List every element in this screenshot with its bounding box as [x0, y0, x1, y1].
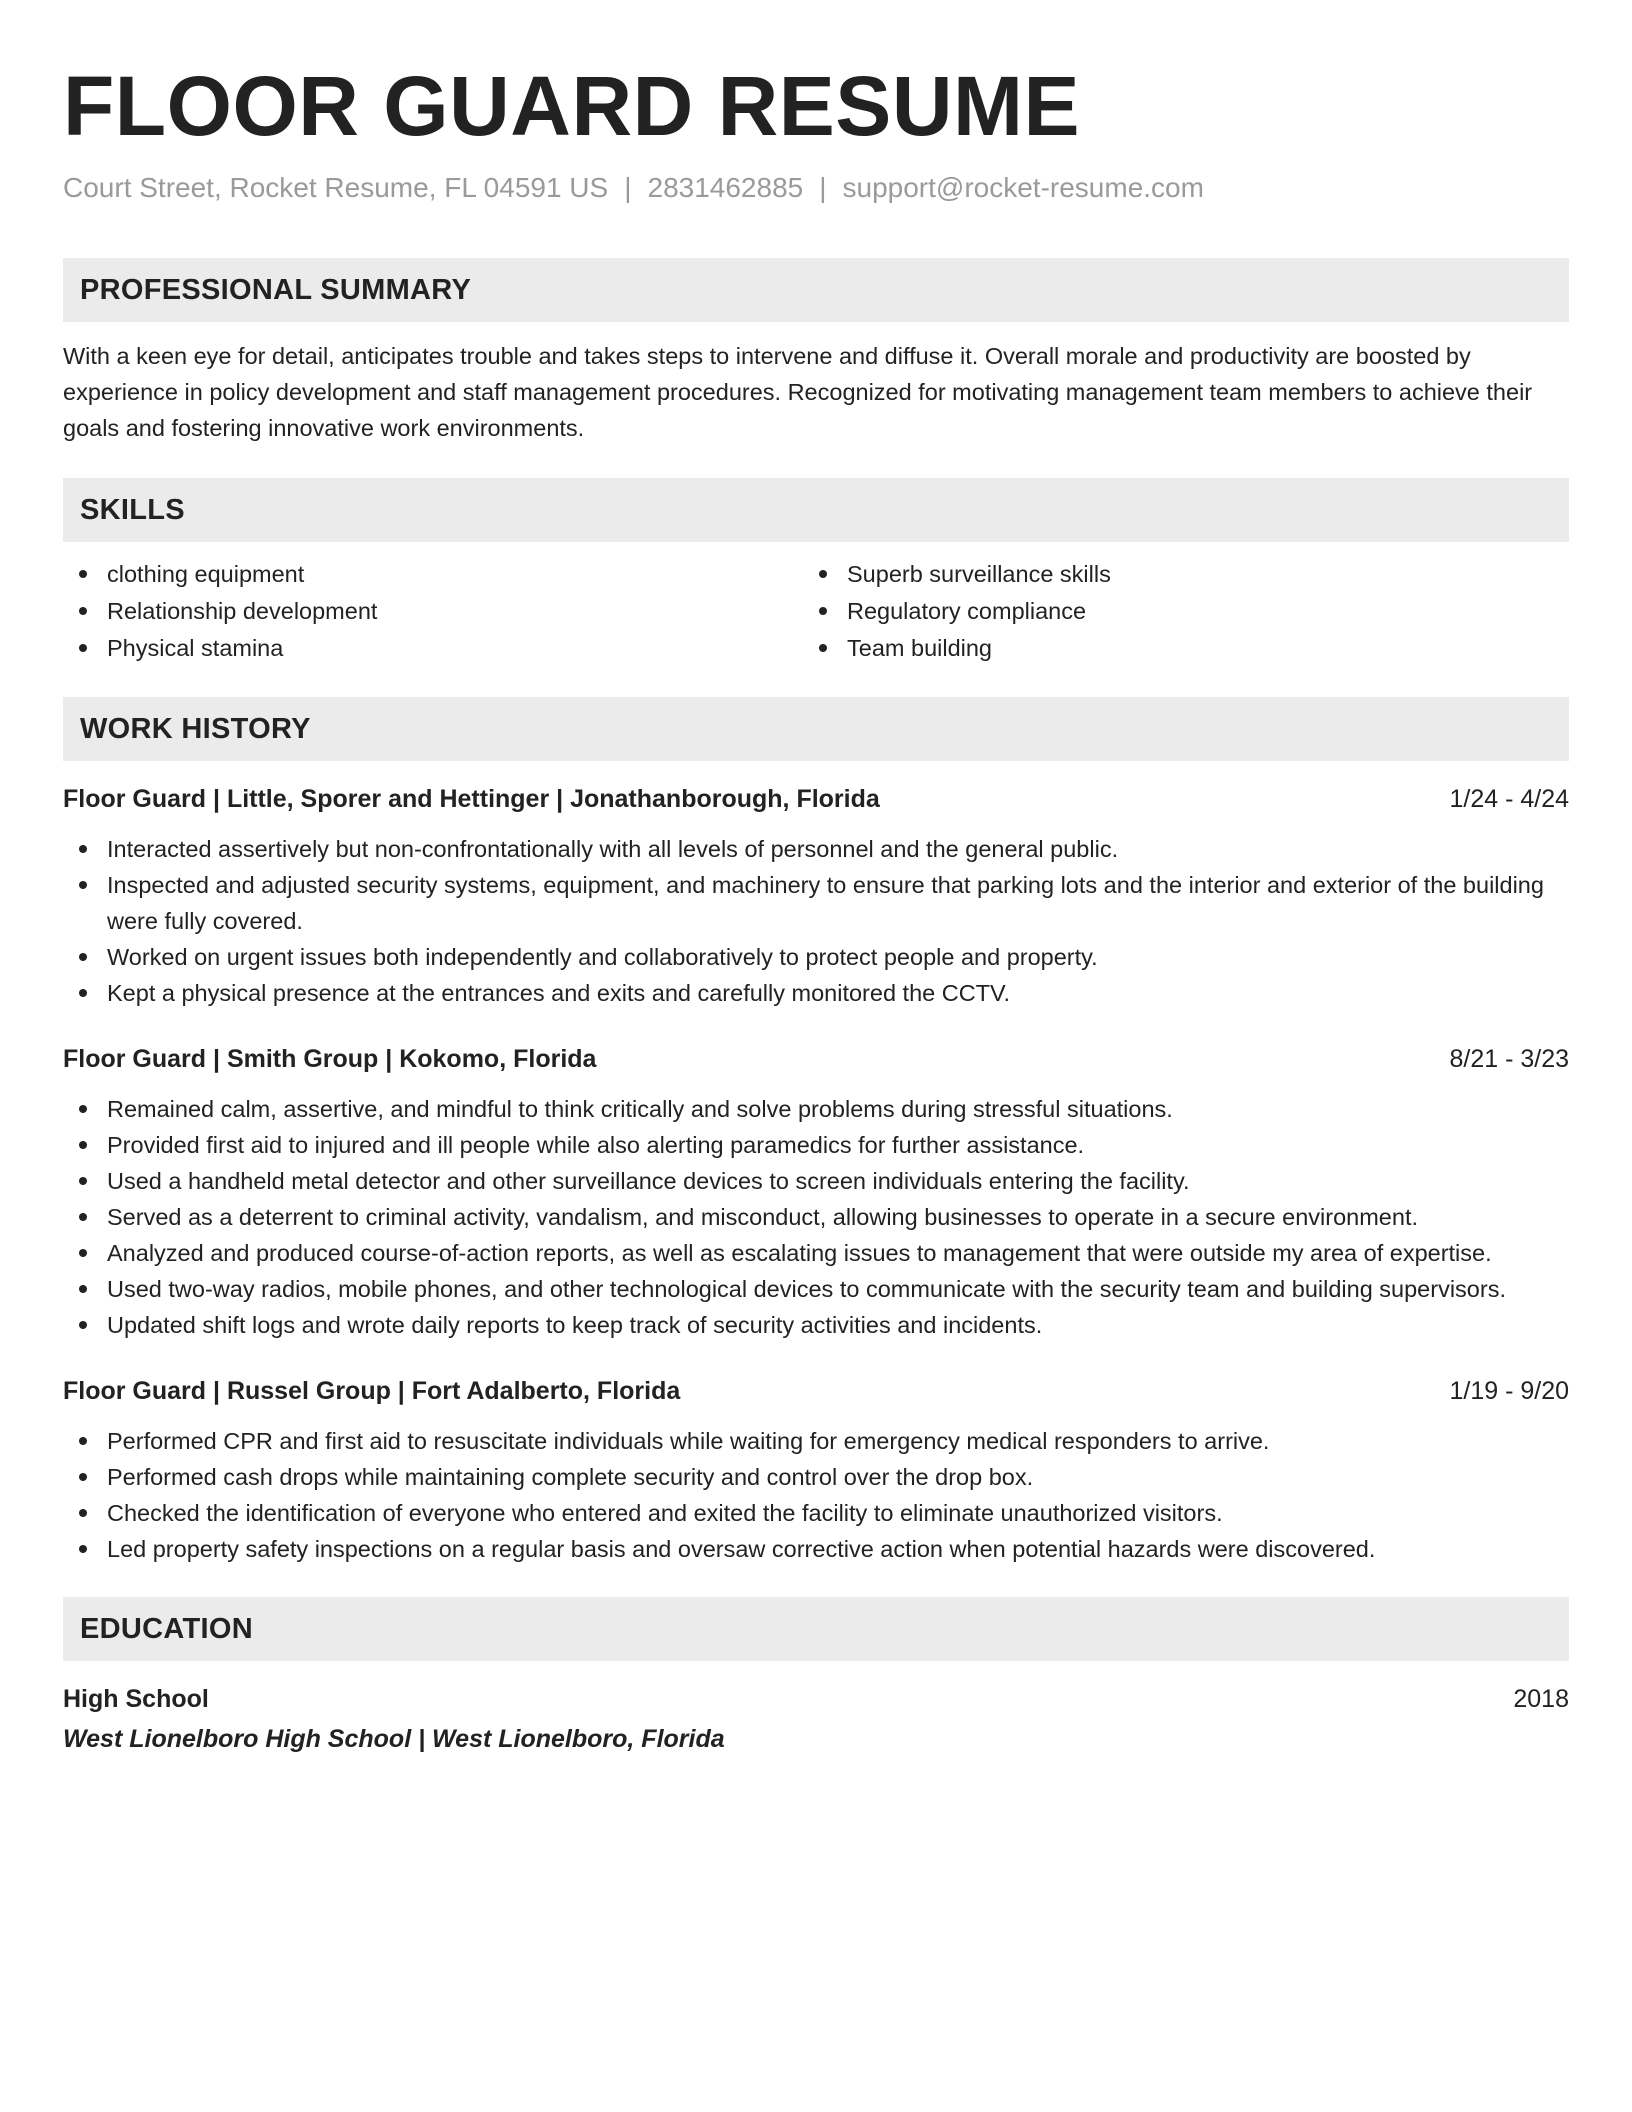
- section-heading-work-history: WORK HISTORY: [63, 697, 1569, 761]
- contact-email[interactable]: support@rocket-resume.com: [842, 172, 1204, 203]
- job-dates: 8/21 - 3/23: [1449, 1045, 1569, 1073]
- bullet-icon: [79, 1545, 87, 1553]
- job-header: [63, 1041, 1569, 1077]
- job-bullet: [63, 1459, 1569, 1495]
- bullet-text: Led property safety inspections on a regular basis and oversaw corrective action when potential hazards were discovered.: [107, 1536, 1376, 1562]
- skills-column-right: [803, 556, 1543, 667]
- skill-item: [803, 593, 1543, 630]
- bullet-icon: [79, 881, 87, 889]
- bullet-icon: [79, 607, 87, 615]
- bullet-icon: [79, 1437, 87, 1445]
- job-dates: 1/19 - 9/20: [1449, 1377, 1569, 1405]
- skill-label: Relationship development: [107, 598, 378, 624]
- skill-item: [63, 556, 803, 593]
- bullet-icon: [79, 1249, 87, 1257]
- skills-column-left: [63, 556, 803, 667]
- job-bullet: [63, 1495, 1569, 1531]
- job-title: Floor Guard | Smith Group | Kokomo, Florida: [63, 1045, 597, 1073]
- bullet-icon: [79, 1285, 87, 1293]
- job-bullet: [63, 1163, 1569, 1199]
- job-title: Floor Guard | Little, Sporer and Hettinger | Jonathanborough, Florida: [63, 785, 880, 813]
- bullet-icon: [79, 644, 87, 652]
- bullet-icon: [79, 845, 87, 853]
- job-bullet: [63, 975, 1569, 1011]
- bullet-icon: [79, 1473, 87, 1481]
- resume-title: FLOOR GUARD RESUME: [63, 59, 1080, 153]
- bullet-icon: [79, 1141, 87, 1149]
- bullet-icon: [819, 570, 827, 578]
- bullet-text: Kept a physical presence at the entrances and exits and carefully monitored the CCTV.: [107, 980, 1011, 1006]
- bullet-text: Served as a deterrent to criminal activity, vandalism, and misconduct, allowing businesses to operate in a secure environment.: [107, 1204, 1418, 1230]
- section-heading-summary: PROFESSIONAL SUMMARY: [63, 258, 1569, 322]
- bullet-text: Remained calm, assertive, and mindful to think critically and solve problems during stressful situations.: [107, 1096, 1173, 1122]
- job-bullet: [63, 1423, 1569, 1459]
- education-degree: High School: [63, 1685, 209, 1713]
- bullet-icon: [819, 607, 827, 615]
- skill-label: clothing equipment: [107, 561, 305, 587]
- bullet-icon: [79, 953, 87, 961]
- bullet-text: Analyzed and produced course-of-action reports, as well as escalating issues to management that were outside my area of expertise.: [107, 1240, 1492, 1266]
- job-bullet: [63, 939, 1569, 975]
- bullet-icon: [819, 644, 827, 652]
- bullet-text: Used two-way radios, mobile phones, and other technological devices to communicate with the security team and building supervisors.: [107, 1276, 1506, 1302]
- bullet-text: Worked on urgent issues both independently and collaboratively to protect people and property.: [107, 944, 1098, 970]
- job-entry: [63, 1373, 1569, 1567]
- job-bullets: [63, 1423, 1569, 1567]
- job-dates: 1/24 - 4/24: [1449, 785, 1569, 813]
- job-entry: [63, 781, 1569, 1011]
- contact-separator: |: [624, 172, 632, 203]
- bullet-text: Updated shift logs and wrote daily reports to keep track of security activities and incidents.: [107, 1312, 1043, 1338]
- bullet-text: Provided first aid to injured and ill people while also alerting paramedics for further assistance.: [107, 1132, 1085, 1158]
- job-bullet: [63, 1271, 1569, 1307]
- job-bullet: [63, 1127, 1569, 1163]
- job-bullet: [63, 1235, 1569, 1271]
- job-bullets: [63, 1091, 1569, 1343]
- job-bullet: [63, 867, 1569, 939]
- bullet-text: Performed CPR and first aid to resuscitate individuals while waiting for emergency medical responders to arrive.: [107, 1428, 1270, 1454]
- job-bullet: [63, 1199, 1569, 1235]
- job-entry: [63, 1041, 1569, 1343]
- job-bullet: [63, 1531, 1569, 1567]
- bullet-text: Used a handheld metal detector and other surveillance devices to screen individuals entering the facility.: [107, 1168, 1190, 1194]
- skill-item: [803, 630, 1543, 667]
- skill-label: Superb surveillance skills: [847, 561, 1111, 587]
- job-bullets: [63, 831, 1569, 1011]
- bullet-icon: [79, 1321, 87, 1329]
- skill-label: Team building: [847, 635, 993, 661]
- education-header: [63, 1681, 1569, 1717]
- skill-item: [63, 630, 803, 667]
- bullet-text: Interacted assertively but non-confrontationally with all levels of personnel and the general public.: [107, 836, 1119, 862]
- education-year: 2018: [1513, 1685, 1569, 1713]
- bullet-icon: [79, 989, 87, 997]
- job-header: [63, 1373, 1569, 1409]
- contact-phone: 2831462885: [647, 172, 804, 203]
- skill-item: [803, 556, 1543, 593]
- job-title: Floor Guard | Russel Group | Fort Adalberto, Florida: [63, 1377, 681, 1405]
- bullet-icon: [79, 1105, 87, 1113]
- contact-separator: |: [819, 172, 827, 203]
- bullet-text: Performed cash drops while maintaining complete security and control over the drop box.: [107, 1464, 1034, 1490]
- skills-list: [63, 556, 1569, 667]
- bullet-icon: [79, 1509, 87, 1517]
- summary-text: With a keen eye for detail, anticipates trouble and takes steps to intervene and diffuse it. Overall morale and productivity are boosted by experience in policy development and staff management procedures. Recognized for motivating management team members to achieve their goals and fostering innovative work environments.: [63, 343, 1533, 441]
- education-school: West Lionelboro High School | West Lionelboro, Florida: [63, 1725, 725, 1753]
- bullet-text: Inspected and adjusted security systems, equipment, and machinery to ensure that parking lots and the interior and exterior of the building were fully covered.: [107, 872, 1544, 934]
- bullet-icon: [79, 1177, 87, 1185]
- bullet-text: Checked the identification of everyone who entered and exited the facility to eliminate unauthorized visitors.: [107, 1500, 1223, 1526]
- section-heading-skills: SKILLS: [63, 478, 1569, 542]
- skill-label: Regulatory compliance: [847, 598, 1087, 624]
- skill-label: Physical stamina: [107, 635, 284, 661]
- job-bullet: [63, 1307, 1569, 1343]
- contact-address: Court Street, Rocket Resume, FL 04591 US: [63, 172, 609, 203]
- job-header: [63, 781, 1569, 817]
- contact-line: [63, 170, 1569, 206]
- job-bullet: [63, 1091, 1569, 1127]
- bullet-icon: [79, 570, 87, 578]
- job-bullet: [63, 831, 1569, 867]
- section-heading-education: EDUCATION: [63, 1597, 1569, 1661]
- skill-item: [63, 593, 803, 630]
- bullet-icon: [79, 1213, 87, 1221]
